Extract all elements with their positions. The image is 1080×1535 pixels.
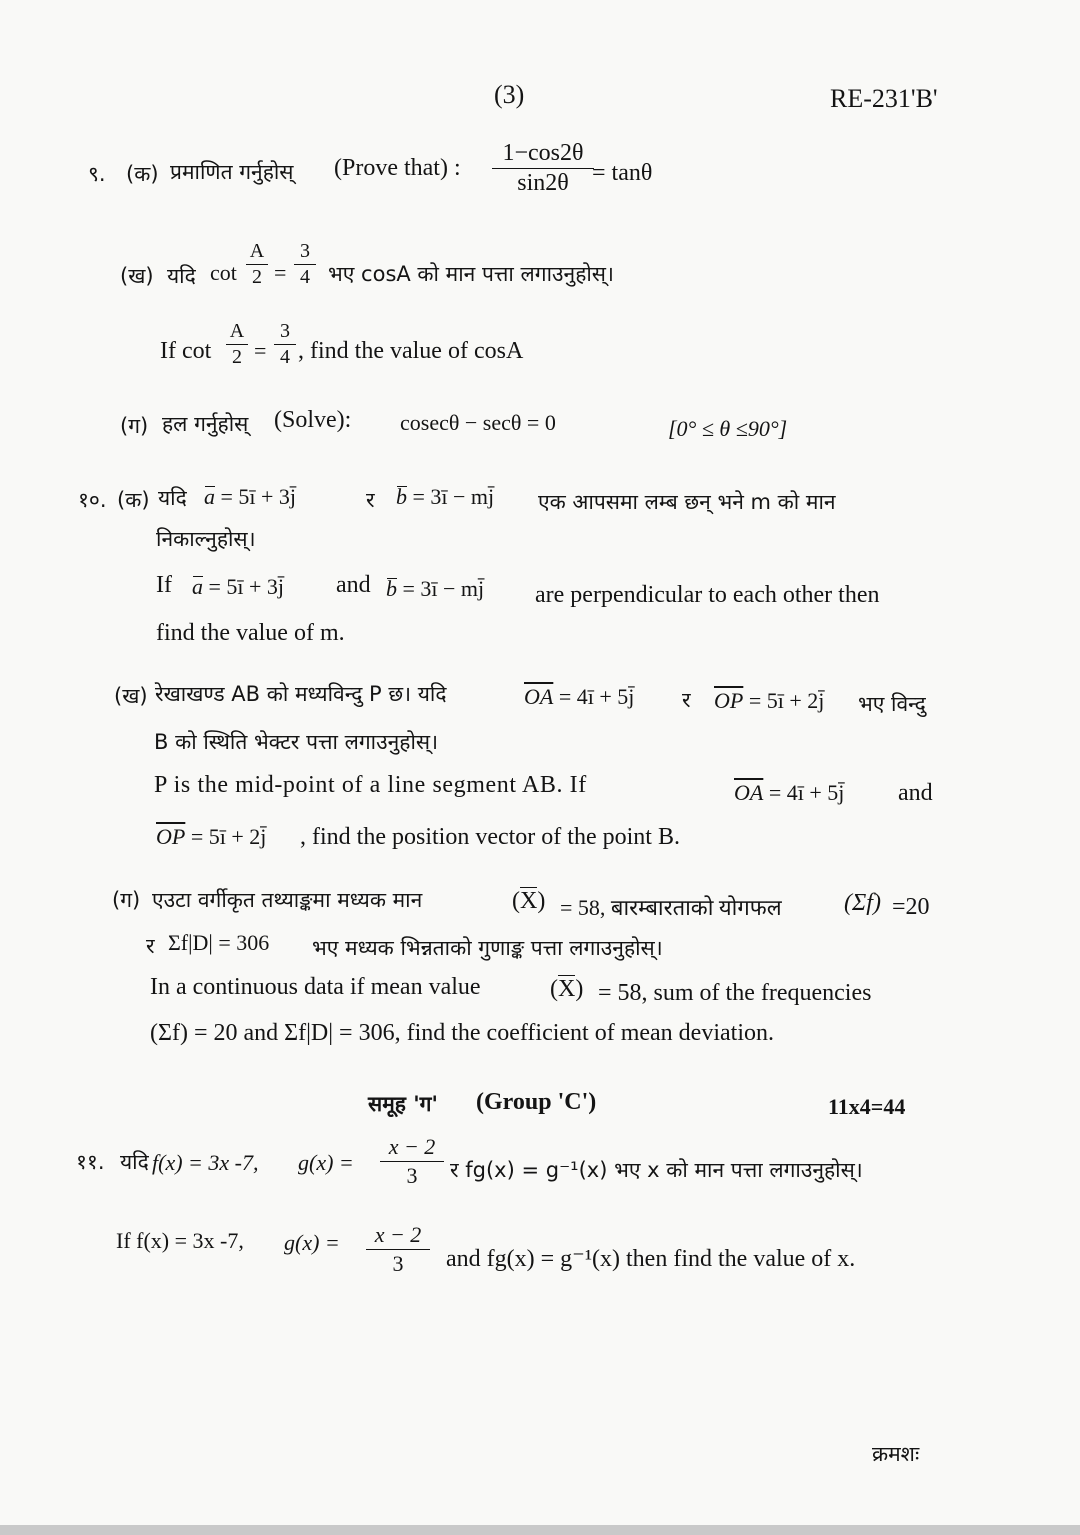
fraction-bar (274, 344, 296, 345)
q9-ga-eng: (Solve): (274, 407, 352, 433)
vector-oa-expression: = 4ī + 5j̄ (558, 684, 635, 709)
q9-kha-eng-text: , find the value of cosA (298, 338, 524, 364)
fraction-numerator: 1−cos2θ (502, 140, 584, 166)
fraction-denominator: 4 (300, 266, 310, 288)
q10-ga-sumf: (Σf) (844, 890, 881, 916)
q10-kha-eng-and: and (898, 780, 933, 806)
vector-oa-symbol: $\overline{OA}$ (734, 780, 764, 805)
q9-number: ९. (88, 162, 106, 186)
fraction-denominator: 4 (280, 346, 290, 368)
q9-kha-yadi: यदि (167, 264, 196, 288)
q9-kha-label: (ख) (120, 264, 154, 288)
fraction-denominator: sin2θ (517, 170, 569, 196)
q10-kha-ra: र (682, 688, 691, 712)
q10-ga-nep-1: एउटा वर्गीकृत तथ्याङ्कमा मध्यक मान (152, 888, 423, 912)
q9-kha-fraction-34 (294, 240, 316, 289)
q10-ga-nep-2: भए मध्यक भिन्नताको गुणाङ्क पत्ता लगाउनुहोस्। (312, 936, 663, 960)
q10-kha-eng-vector-op (156, 824, 266, 850)
q9-ka-label: (क) (126, 162, 159, 186)
q10-kha-nep-1: रेखाखण्ड AB को मध्यविन्दु P छ। यदि (155, 682, 447, 706)
vector-oa-expression: = 4ī + 5j̄ (768, 780, 845, 805)
vector-a-expression: = 5ī + 3j̄ (208, 574, 285, 599)
fraction-bar (366, 1249, 430, 1250)
q10-ga-eng-1: In a continuous data if mean value (150, 974, 481, 1000)
q10-ka-eng-if: If (156, 572, 172, 598)
vector-op-expression: = 5ī + 2j̄ (190, 824, 267, 849)
vector-op-symbol: $\overline{OP}$ (156, 824, 186, 849)
fraction-numerator: x − 2 (388, 1134, 436, 1159)
q11-f-def: f(x) = 3x -7, (152, 1150, 259, 1175)
q10-kha-eng-1: P is the mid-point of a line segment AB. If (154, 772, 587, 798)
q10-ga-eng-2: (Σf) = 20 and Σf|D| = 306, find the coefficient of mean deviation. (150, 1020, 774, 1046)
q11-fraction (380, 1134, 444, 1189)
q9-ka-nep: प्रमाणित गर्नुहोस् (170, 160, 294, 184)
sum-f-symbol: Σf (852, 890, 873, 916)
q10-ka-nep-text: एक आपसमा लम्ब छन् भने m को मान (538, 490, 836, 514)
q10-ka-eng-and: and (336, 572, 371, 598)
q11-g-def: g(x) = (298, 1150, 354, 1175)
q9-ka-eng: (Prove that) : (334, 155, 461, 181)
q10-ga-nep-1b: = 58, बारम्बारताको योगफल (560, 895, 782, 920)
vector-a-expression: = 5ī + 3j̄ (220, 484, 297, 509)
fraction-bar (380, 1161, 444, 1162)
q10-ga-ra: र (146, 934, 155, 958)
vector-b-expression: = 3ī − mj̄ (402, 576, 485, 601)
q10-ka-eng-vector-a (192, 574, 284, 600)
fraction-bar (246, 264, 268, 265)
q9-kha-eng-fraction-34 (274, 320, 296, 369)
q9-ka-fraction (492, 140, 594, 197)
q10-kha-label: (ख) (114, 684, 148, 708)
q10-ga-eng-xbar: (X) (550, 976, 584, 1002)
vector-b-expression: = 3ī − mj̄ (412, 484, 495, 509)
q11-nep-text: र fg(x) = g⁻¹(x) भए x को मान पत्ता लगाउनुहोस्। (450, 1158, 863, 1182)
mean-symbol: X (520, 888, 538, 914)
vector-a-symbol: a (192, 574, 203, 599)
q11-eng-text: and fg(x) = g⁻¹(x) then find the value of x. (446, 1246, 856, 1272)
q10-ka-label: (क) (117, 488, 150, 512)
fraction-bar (226, 344, 248, 345)
q10-kha-vector-op (714, 688, 824, 714)
q9-kha-eng-if: If cot (160, 338, 212, 364)
q9-ka-rhs: = tanθ (592, 160, 653, 186)
q10-ka-ra: र (366, 488, 375, 512)
q9-kha-eng-fraction-a2 (226, 320, 248, 369)
q10-ka-eng-line2: find the value of m. (156, 620, 345, 646)
continued-marker: क्रमशः (872, 1442, 920, 1466)
exam-code: RE-231'B' (830, 84, 938, 113)
q9-ga-equation: cosecθ − secθ = 0 (400, 410, 556, 435)
q10-number: १०. (78, 488, 107, 512)
q11-number: ११. (76, 1150, 105, 1174)
q9-kha-nep-text: भए cosA को मान पत्ता लगाउनुहोस्। (328, 262, 614, 286)
vector-op-symbol: $\overline{OP}$ (714, 688, 744, 713)
q10-kha-nep-2: भए विन्दु (858, 692, 926, 716)
fraction-numerator: 3 (300, 240, 310, 262)
q10-ka-nep-line2: निकाल्नुहोस्। (156, 527, 256, 551)
fraction-numerator: 3 (280, 320, 290, 342)
fraction-bar (492, 168, 594, 169)
q10-ga-sumfd: Σf|D| = 306 (168, 930, 270, 955)
group-c-eng-title: (Group 'C') (476, 1089, 597, 1115)
vector-b-symbol: b (396, 484, 407, 509)
q10-ka-vector-a (204, 484, 296, 510)
page-number: (3) (494, 80, 525, 109)
mean-symbol: X (558, 976, 576, 1002)
fraction-bar (294, 264, 316, 265)
vector-op-expression: = 5ī + 2j̄ (748, 688, 825, 713)
q10-ka-eng-vector-b (386, 576, 484, 602)
q9-kha-equals: = (274, 260, 287, 285)
vector-a-symbol: a (204, 484, 215, 509)
q9-kha-eng-equals: = (254, 338, 267, 363)
q11-eng-fraction (366, 1222, 430, 1277)
fraction-denominator: 3 (406, 1163, 418, 1188)
q9-ga-range: [0° ≤ θ ≤90°] (668, 416, 788, 441)
q11-yadi: यदि (120, 1150, 149, 1174)
q9-kha-cot: cot (210, 260, 237, 285)
q10-ga-eng-1b: = 58, sum of the frequencies (598, 980, 872, 1006)
q11-eng-g-def: g(x) = (284, 1230, 340, 1255)
q10-kha-vector-oa (524, 684, 634, 710)
q9-kha-fraction-a2 (246, 240, 268, 289)
q10-kha-eng-vector-oa (734, 780, 844, 806)
fraction-numerator: A (249, 240, 265, 262)
q10-ga-xbar: (X) (512, 888, 546, 914)
fraction-numerator: A (229, 320, 245, 342)
q10-kha-eng-2: , find the position vector of the point B. (300, 824, 680, 850)
q9-ga-label: (ग) (120, 414, 149, 438)
q9-ga-nep: हल गर्नुहोस् (162, 412, 249, 436)
group-c-nep-title: समूह 'ग' (368, 1092, 438, 1116)
group-c-marks: 11x4=44 (828, 1094, 906, 1119)
fraction-numerator: x − 2 (374, 1222, 422, 1247)
vector-oa-symbol: $\overline{OA}$ (524, 684, 554, 709)
q10-kha-nep-3: B को स्थिति भेक्टर पत्ता लगाउनुहोस्। (154, 730, 439, 754)
vector-b-symbol: b (386, 576, 397, 601)
fraction-denominator: 3 (392, 1251, 404, 1276)
q10-ka-yadi: यदि (158, 486, 187, 510)
fraction-denominator: 2 (252, 266, 262, 288)
q10-ka-eng-rest: are perpendicular to each other then (535, 582, 880, 608)
q10-ga-label: (ग) (112, 888, 141, 912)
q11-eng-if: If f(x) = 3x -7, (116, 1228, 244, 1253)
q10-ka-vector-b (396, 484, 494, 510)
page-edge (0, 1525, 1080, 1535)
fraction-denominator: 2 (232, 346, 242, 368)
q10-ga-nep-1c: =20 (892, 894, 930, 920)
